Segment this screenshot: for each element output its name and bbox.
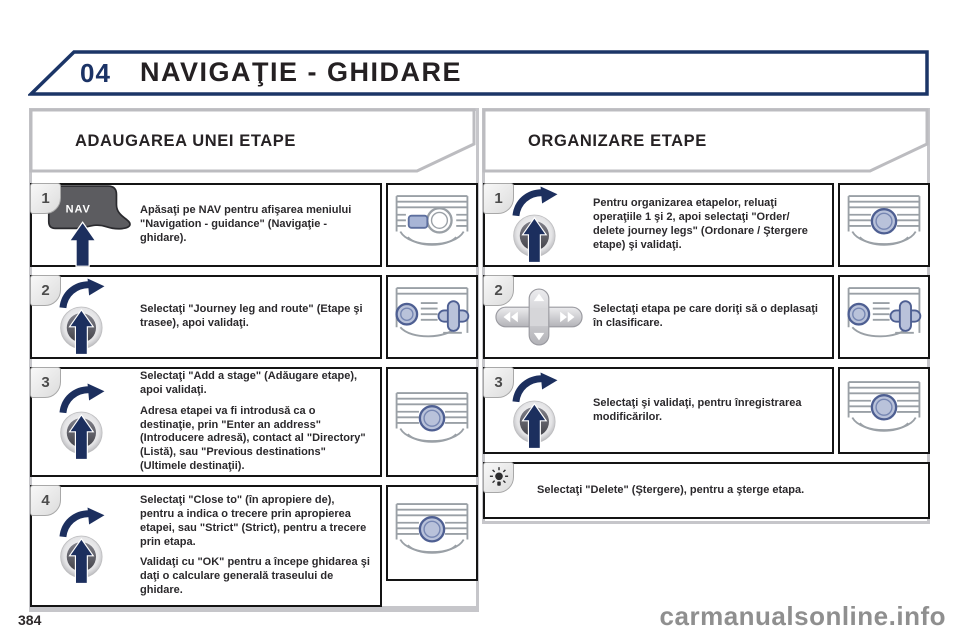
step-text: Selectaţi "Add a stage" (Adăugare etape), apoi validaţi. Adresa etapei va fi introdusă ca o destinaţie, prin "Enter an address" (Introducere adresă), contact al "Directory" (Listă), sau "Previous destinations" (Ultimele destinaţii). [140,369,366,473]
note-text: Selectaţi "Delete" (Ştergere), pentru a şterge etapa. [537,483,805,496]
step-row [30,367,382,477]
console-thumbnail [838,183,930,267]
step-number-badge: 2 [483,275,514,306]
console-thumbnail [838,367,930,454]
step-row [30,183,382,267]
console-thumbnail [386,183,478,267]
page-number: 384 [18,612,42,628]
step-text: Apăsaţi pe NAV pentru afişarea meniului "Navigation - guidance" (Navigaţie - ghidare). [140,204,352,244]
step-text: Selectaţi şi validaţi, pentru înregistrarea modificărilor. [593,396,802,423]
bulb-icon [483,462,514,493]
step-row [483,183,834,267]
console-thumbnail [386,485,478,581]
section-header-organise-stages [482,108,930,174]
step-text: Selectaţi etapa pe care doriţi să o deplasaţi în clasificare. [593,303,818,329]
section-title: ADAUGAREA UNEI ETAPE [75,132,297,150]
step-row [483,275,834,359]
console-thumbnail [386,275,478,359]
section-header-add-stage [29,108,477,174]
watermark: carmanualsonline.info [659,601,946,631]
step-text: Selectaţi "Journey leg and route" (Etape şi trasee), apoi validaţi. [140,303,363,329]
chapter-header [28,50,930,97]
step-row [30,485,382,607]
page-title: NAVIGAŢIE - GHIDARE [140,57,463,87]
rotary-knob-icon [32,506,140,586]
step-number-badge: 4 [30,485,61,516]
step-row [30,275,382,359]
step-number-badge: 1 [483,183,514,214]
section-title: ORGANIZARE ETAPE [528,132,707,150]
step-text: Pentru organizarea etapelor, reluaţi operaţiile 1 şi 2, apoi selectaţi "Order/ delete journey legs" (Ordonare / Ştergere etape) şi validaţi. [593,197,808,251]
step-number-badge: 2 [30,275,61,306]
step-number-badge: 3 [483,367,514,398]
console-thumbnail [386,367,478,477]
tip-note [483,462,930,519]
step-row [483,367,834,454]
chapter-number: 04 [80,58,111,88]
step-text: Selectaţi "Close to" (în apropiere de), pentru a indica o trecere prin apropierea etapei, sau "Strict" (Strict), pentru a trecere prin etapa. Validaţi cu "OK" pentru a începe ghidarea şi daţi o calculare generală traseului de ghidare. [140,493,370,597]
console-thumbnail [838,275,930,359]
step-number-badge: 1 [30,183,61,214]
step-number-badge: 3 [30,367,61,398]
